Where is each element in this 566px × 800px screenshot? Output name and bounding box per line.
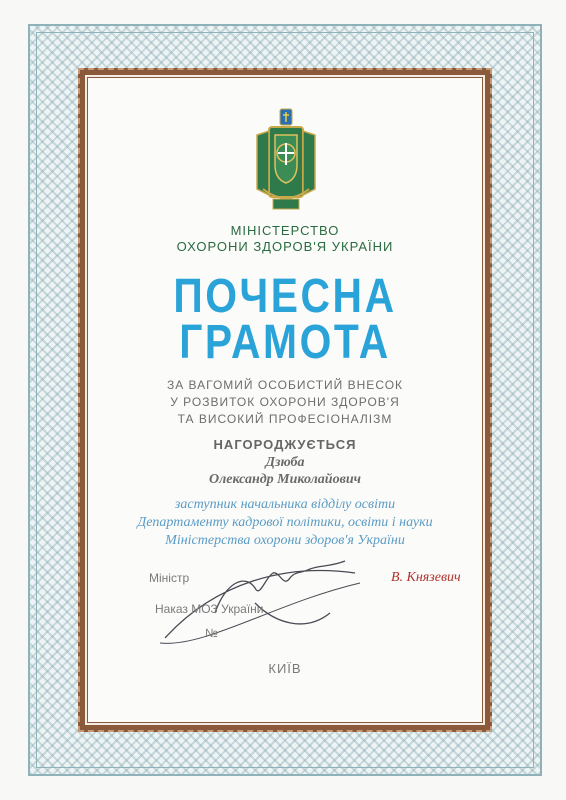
signatory-name: В. Князевич — [391, 570, 461, 585]
ministry-emblem — [249, 105, 323, 223]
order-number-label: № — [205, 626, 218, 640]
handwritten-signature — [155, 543, 365, 653]
recipient-surname: Дзюба — [265, 455, 305, 470]
recipient-position-line3: Міністерства охорони здоров'я України — [165, 533, 405, 548]
recipient-position-line2: Департаменту кадрової політики, освіти і науки — [137, 515, 433, 530]
order-label: Наказ МОЗ України — [155, 602, 264, 616]
recipient-given-names: Олександр Миколайович — [209, 472, 361, 487]
recipient-position-line1: заступник начальника відділу освіти — [174, 497, 396, 512]
award-reason-line1: ЗА ВАГОМИЙ ОСОБИСТИЙ ВНЕСОК — [166, 378, 404, 392]
city-name: КИЇВ — [268, 661, 302, 676]
ministry-name-line2: ОХОРОНИ ЗДОРОВ'Я УКРАЇНИ — [176, 239, 394, 254]
certificate-title-line1: ПОЧЕСНА — [173, 270, 397, 323]
certificate-content — [85, 75, 485, 725]
signatory-title: Міністр — [149, 571, 190, 585]
award-reason-line2: У РОЗВИТОК ОХОРОНИ ЗДОРОВ'Я — [170, 395, 400, 409]
certificate-title-line2: ГРАМОТА — [179, 316, 391, 369]
ministry-name-line1: МІНІСТЕРСТВО — [230, 223, 340, 238]
awarded-label: НАГОРОДЖУЄТЬСЯ — [213, 437, 357, 452]
award-reason-line3: ТА ВИСОКИЙ ПРОФЕСІОНАЛІЗМ — [177, 412, 393, 426]
